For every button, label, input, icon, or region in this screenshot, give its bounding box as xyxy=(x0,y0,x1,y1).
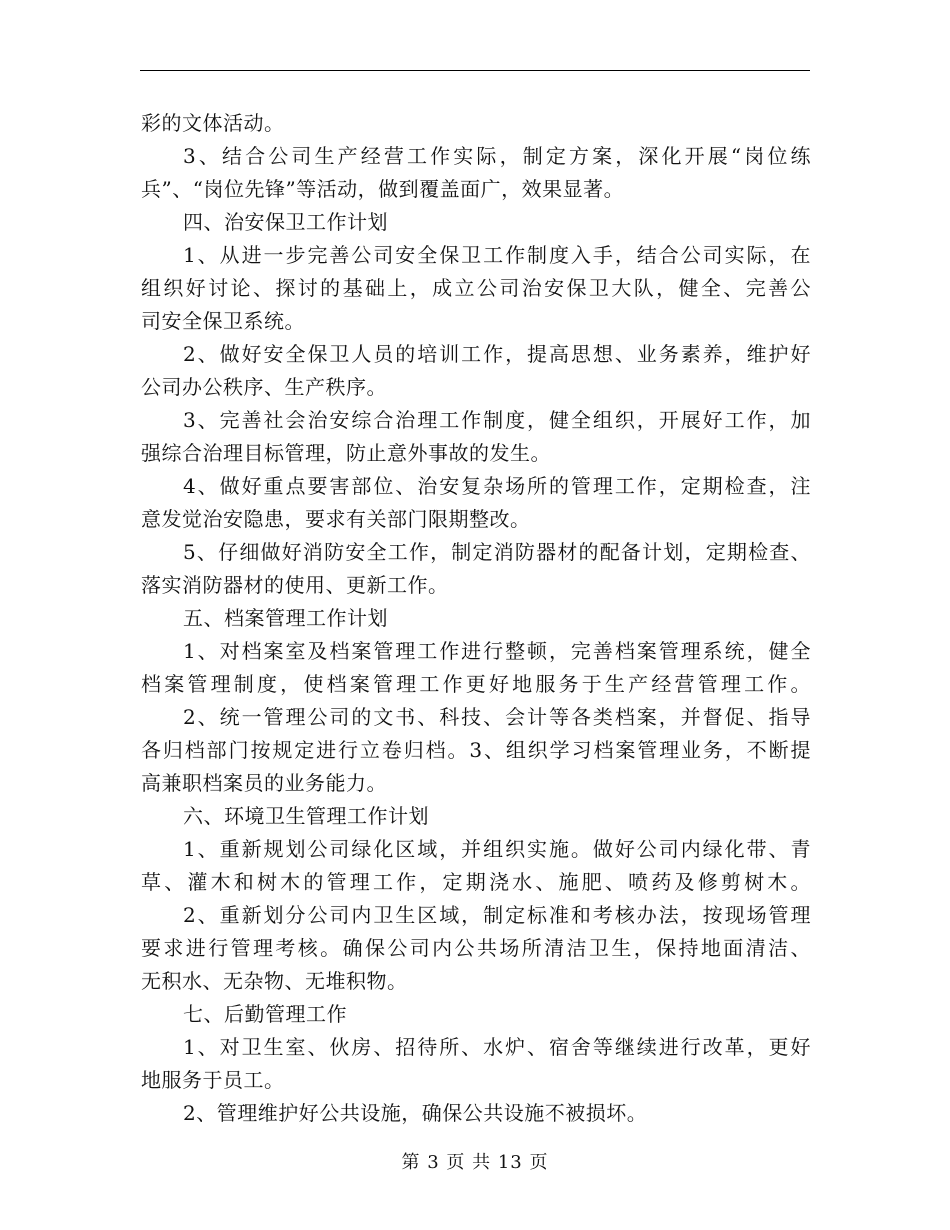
text-line: 意发觉治安隐患，要求有关部门限期整改。 xyxy=(141,507,531,531)
text-line: 草、灌木和树木的管理工作，定期浇水、施肥、喷药及修剪树木。 xyxy=(141,870,811,894)
text-line: 1、重新规划公司绿化区域，并组织实施。做好公司内绿化带、青 xyxy=(183,837,811,861)
text-line: 各归档部门按规定进行立卷归档。3、组织学习档案管理业务，不断提 xyxy=(141,738,811,762)
text-line: 3、结合公司生产经营工作实际，制定方案，深化开展“岗位练 xyxy=(183,144,811,168)
text-line: 2、重新划分公司内卫生区域，制定标准和考核办法，按现场管理 xyxy=(183,903,811,927)
text-line: 2、管理维护好公共设施，确保公共设施不被损坏。 xyxy=(183,1101,648,1125)
text-line: 1、对档案室及档案管理工作进行整顿，完善档案管理系统，健全 xyxy=(183,639,811,663)
text-line: 司安全保卫系统。 xyxy=(141,309,305,333)
text-line: 七、后勤管理工作 xyxy=(183,1002,347,1026)
text-line: 4、做好重点要害部位、治安复杂场所的管理工作，定期检查，注 xyxy=(183,474,811,498)
text-line: 四、治安保卫工作计划 xyxy=(183,210,388,234)
document-body xyxy=(141,107,811,1130)
text-line: 1、对卫生室、伙房、招待所、水炉、宿舍等继续进行改革，更好 xyxy=(183,1035,811,1059)
text-line: 公司办公秩序、生产秩序。 xyxy=(141,375,387,399)
text-line: 五、档案管理工作计划 xyxy=(183,606,388,630)
text-line: 档案管理制度，使档案管理工作更好地服务于生产经营管理工作。 xyxy=(141,672,811,696)
text-line: 组织好讨论、探讨的基础上，成立公司治安保卫大队，健全、完善公 xyxy=(141,276,811,300)
page-number-footer: 第 3 页 共 13 页 xyxy=(401,1152,549,1173)
text-line: 地服务于员工。 xyxy=(141,1068,285,1092)
text-line: 落实消防器材的使用、更新工作。 xyxy=(141,573,449,597)
text-line: 2、统一管理公司的文书、科技、会计等各类档案，并督促、指导 xyxy=(183,705,811,729)
text-line: 强综合治理目标管理，防止意外事故的发生。 xyxy=(141,441,551,465)
text-line: 彩的文体活动。 xyxy=(141,111,285,135)
text-line: 3、完善社会治安综合治理工作制度，健全组织，开展好工作，加 xyxy=(183,408,811,432)
text-line: 兵”、“岗位先锋”等活动，做到覆盖面广，效果显著。 xyxy=(141,177,625,201)
text-line: 2、做好安全保卫人员的培训工作，提高思想、业务素养，维护好 xyxy=(183,342,811,366)
header-rule xyxy=(140,70,810,71)
text-line: 要求进行管理考核。确保公司内公共场所清洁卫生，保持地面清洁、 xyxy=(141,936,811,960)
text-line: 1、从进一步完善公司安全保卫工作制度入手，结合公司实际，在 xyxy=(183,243,811,267)
text-line: 无积水、无杂物、无堆积物。 xyxy=(141,969,408,993)
text-line: 5、仔细做好消防安全工作，制定消防器材的配备计划，定期检查、 xyxy=(183,540,811,564)
text-line: 六、环境卫生管理工作计划 xyxy=(183,804,429,828)
text-line: 高兼职档案员的业务能力。 xyxy=(141,771,387,795)
